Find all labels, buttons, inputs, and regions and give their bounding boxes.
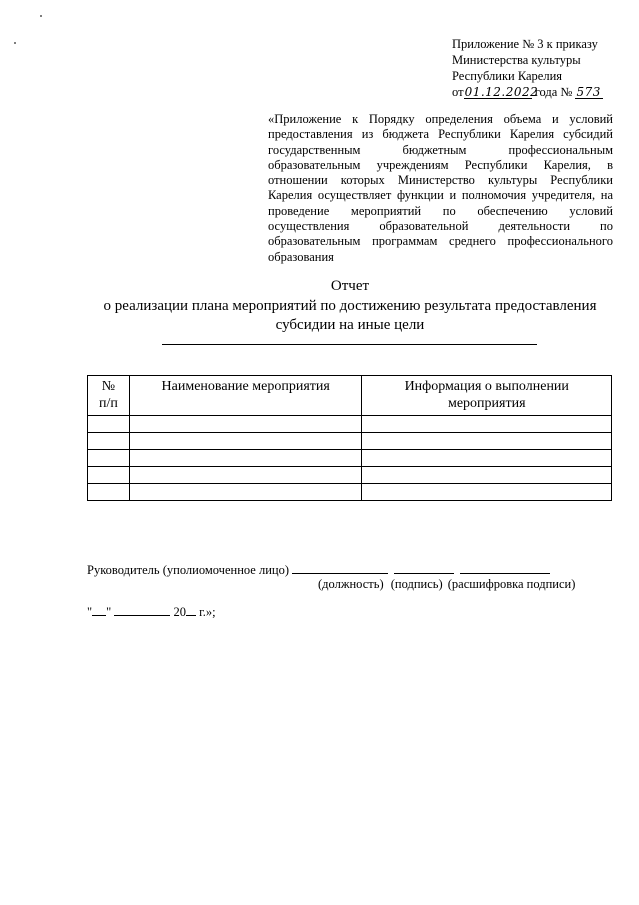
year-suffix: г.»; (195, 605, 216, 619)
column-header-activity-name: Наименование мероприятия (129, 376, 362, 416)
table-cell (129, 450, 362, 467)
table-cell (129, 433, 362, 450)
activities-table (87, 375, 612, 501)
table-cell (362, 450, 612, 467)
report-title: Отчет (330, 278, 370, 294)
column-header-number: № п/п (88, 376, 130, 416)
year-blank (186, 604, 196, 616)
name-caption: (расшифровка подписи) (447, 577, 576, 591)
table-cell (362, 484, 612, 501)
appendix-line-1: Приложение № 3 к приказу (452, 37, 598, 51)
handwritten-order-number: 573 (575, 86, 603, 99)
table-row (88, 416, 612, 433)
date-line: " " 20 г.»; (87, 605, 216, 619)
signature-blank (394, 562, 454, 574)
handwritten-date: 01.12.2022 (464, 85, 539, 99)
report-subtitle-line-2: субсидии на иные цели (275, 317, 425, 333)
table-cell (88, 484, 130, 501)
scan-speck (14, 42, 16, 44)
signatory-label: Руководитель (уполиомоченное лицо) (87, 563, 290, 577)
year-number-label: года № (534, 85, 573, 99)
signature-caption: (подпись) (390, 577, 443, 591)
table-cell (362, 416, 612, 433)
column-header-execution-info: Информация о выполнении мероприятия (362, 376, 612, 416)
name-blank (460, 562, 550, 574)
month-blank (114, 604, 170, 616)
table-cell (88, 416, 130, 433)
date-prefix: от (452, 85, 464, 99)
preamble-paragraph: «Приложение к Порядку определения объема и условий предоставления из бюджета Республики Карелия субсидий государственным бюджетным профессиональным образовательным учреждениям Республики Карелия, в отношении которых Министерство культуры Республики Карелия осуществляет функции и полномочия учредителя, на проведение мероприятий по обеспечению условий осуществления образовательной деятельности по образовательным программам среднего профессионального образования (268, 112, 613, 264)
signatory-captions (318, 577, 575, 592)
table-row (88, 467, 612, 484)
position-blank (292, 562, 388, 574)
table-row (88, 433, 612, 450)
report-title-block (60, 277, 639, 336)
table-cell (88, 467, 130, 484)
table-cell (88, 450, 130, 467)
appendix-line-3: Республики Карелия (452, 69, 563, 83)
table-header-row (88, 376, 612, 416)
table-cell (129, 484, 362, 501)
appendix-reference (452, 36, 632, 100)
report-subtitle-line-1: о реализации плана мероприятий по достижению результата предоставления (103, 297, 597, 314)
table-cell (362, 433, 612, 450)
table-cell (129, 416, 362, 433)
table-row (88, 484, 612, 501)
appendix-date-line (452, 84, 632, 100)
signatory-line (87, 562, 550, 578)
century-prefix: 20 (173, 605, 186, 619)
table-cell (88, 433, 130, 450)
day-blank (92, 604, 106, 616)
table-cell (362, 467, 612, 484)
subsidy-recipient-blank (162, 344, 537, 345)
appendix-line-2: Министерства культуры (452, 53, 581, 67)
scan-speck (40, 15, 42, 17)
position-caption: (должность) (318, 577, 384, 591)
table-row (88, 450, 612, 467)
table-cell (129, 467, 362, 484)
